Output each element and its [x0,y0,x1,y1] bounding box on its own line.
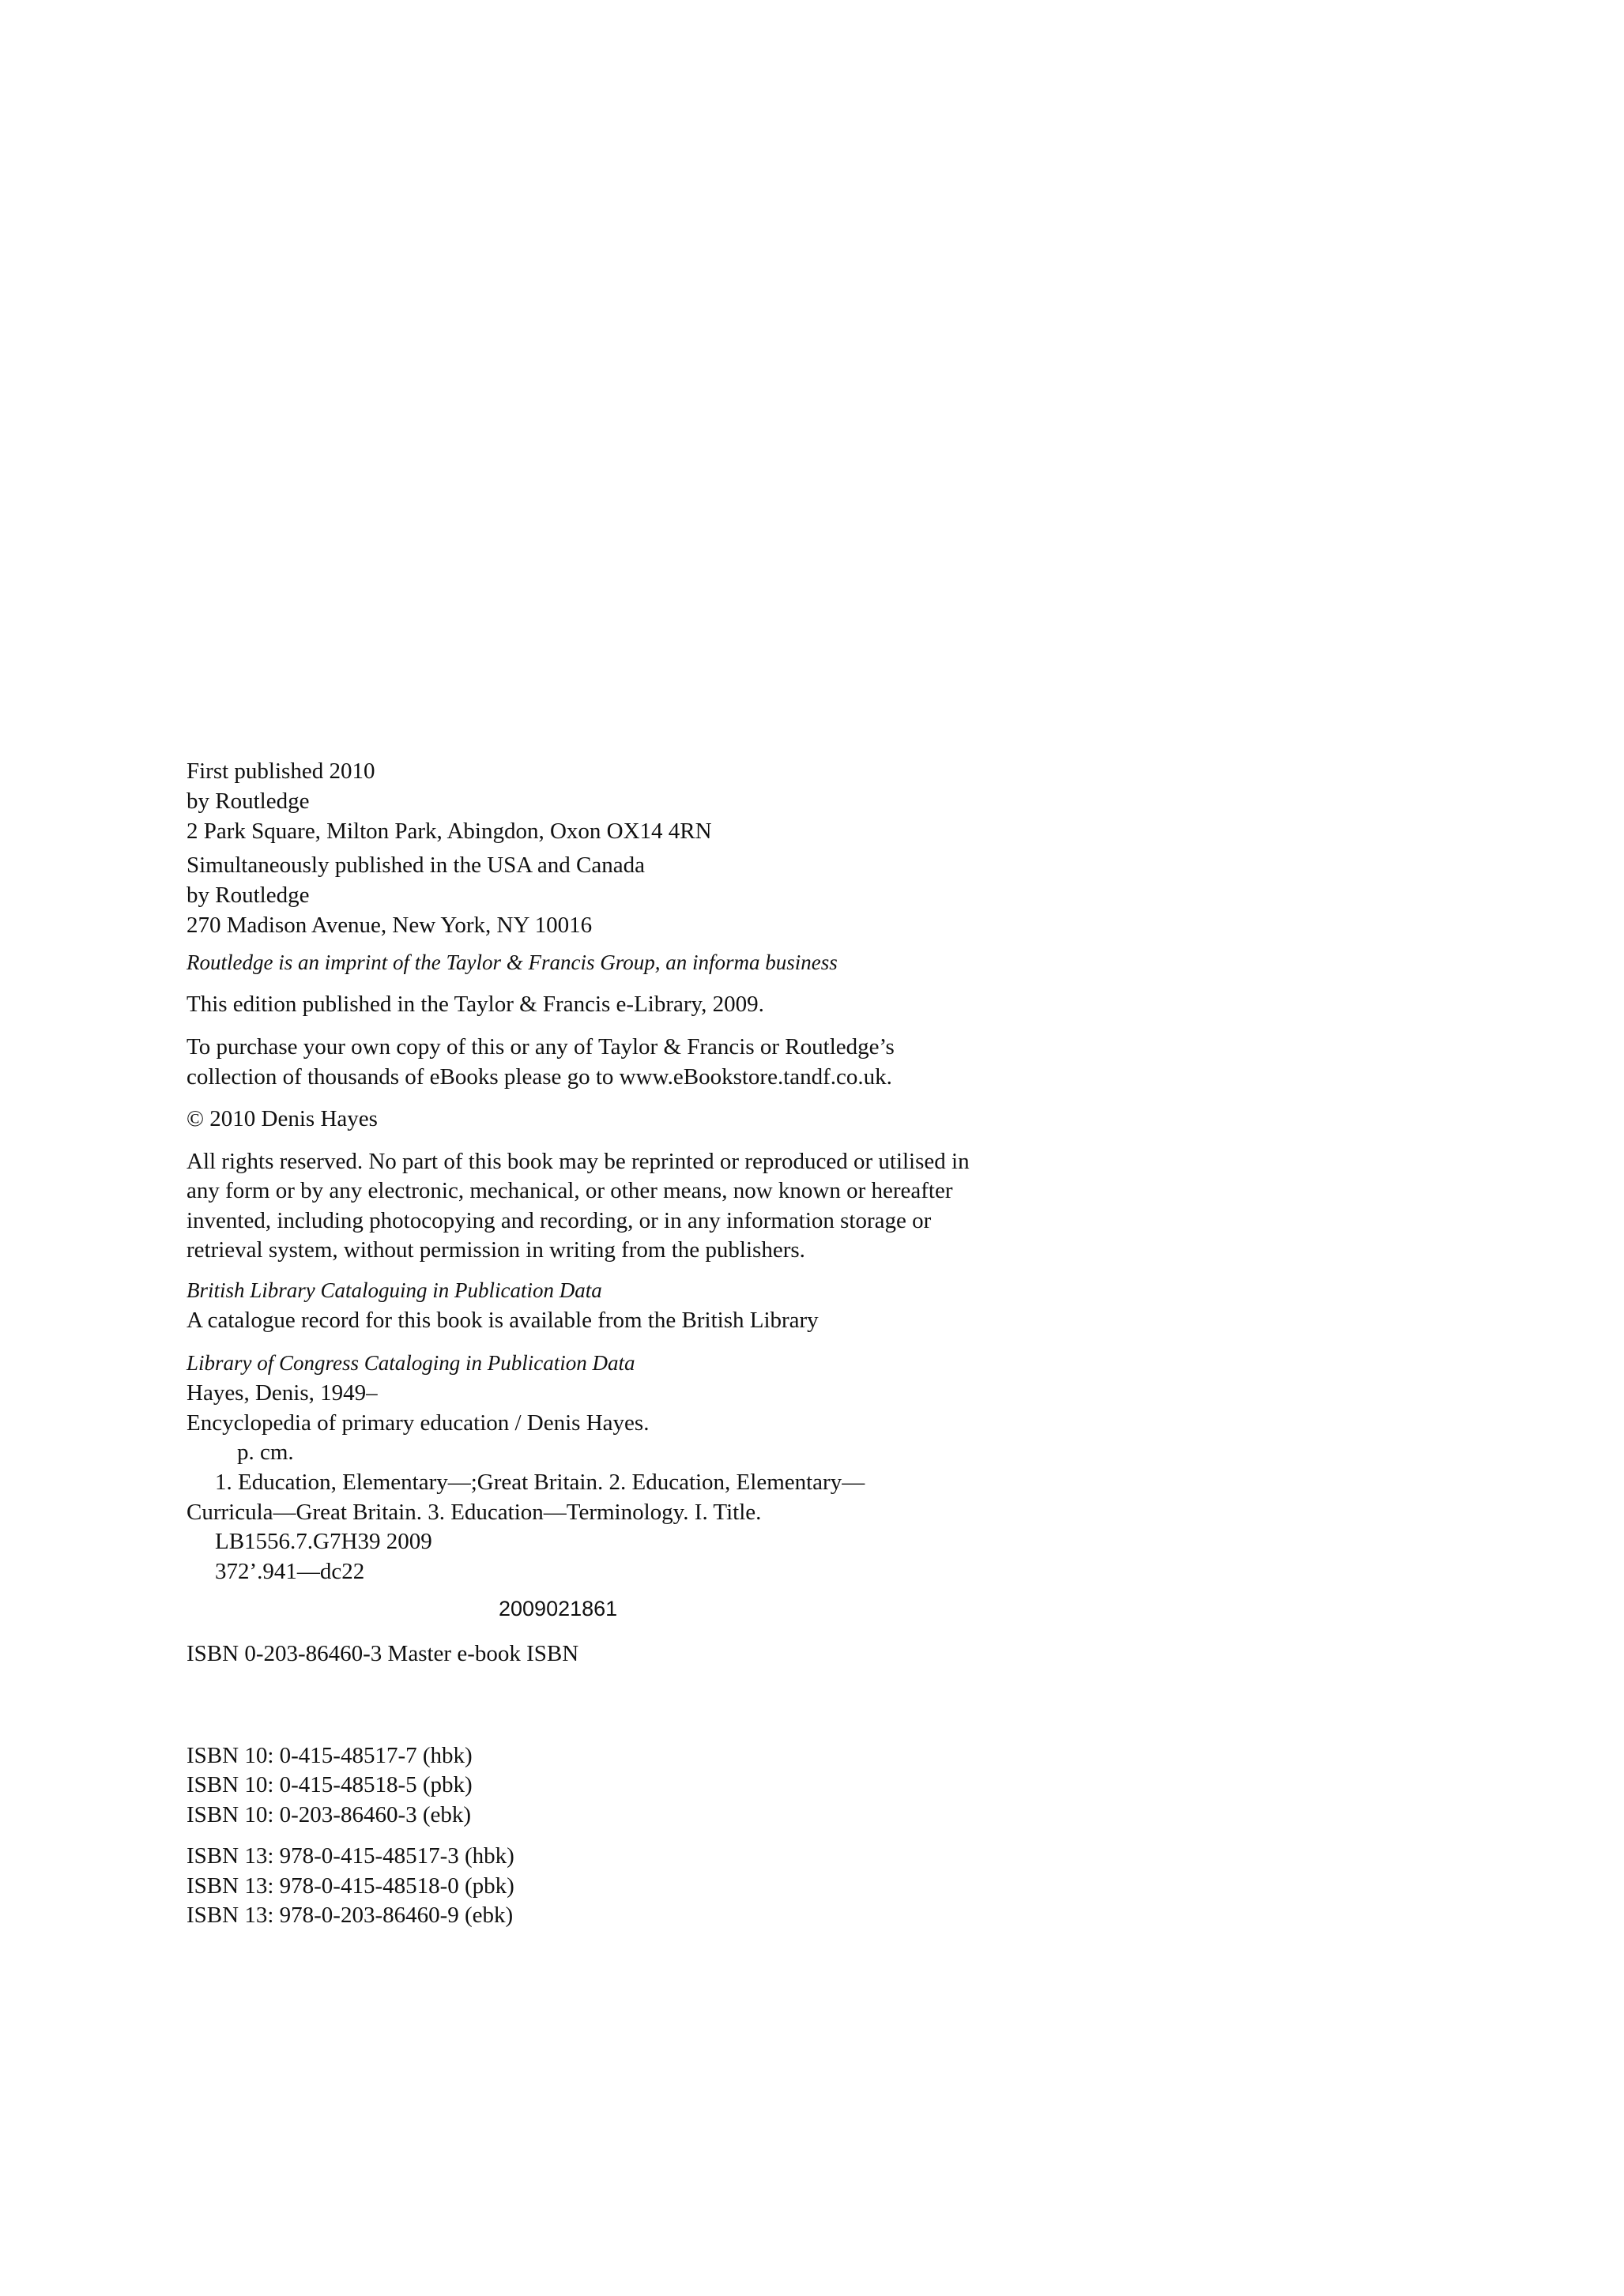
isbn13-pbk: ISBN 13: 978-0-415-48518-0 (pbk) [187,1873,514,1899]
loc-call-number: LB1556.7.G7H39 2009 [215,1529,432,1554]
rights-line-4: retrieval system, without permission in writing from the publishers. [187,1237,805,1263]
publisher-address-us: 270 Madison Avenue, New York, NY 10016 [187,913,593,938]
loc-title: Encyclopedia of primary education / Denis Hayes. [187,1410,650,1436]
e-library-edition: This edition published in the Taylor & Francis e-Library, 2009. [187,992,764,1017]
british-library-heading: British Library Cataloguing in Publication Data [187,1278,602,1302]
purchase-note-line-1: To purchase your own copy of this or any of Taylor & Francis or Routledge’s [187,1034,895,1060]
isbn10-ebk: ISBN 10: 0-203-86460-3 (ebk) [187,1802,472,1827]
loc-control-number: 2009021861 [499,1597,618,1620]
loc-subjects-line-2: Curricula—Great Britain. 3. Education—Terminology. I. Title. [187,1500,762,1525]
isbn10-hbk: ISBN 10: 0-415-48517-7 (hbk) [187,1743,473,1768]
isbn13-hbk: ISBN 13: 978-0-415-48517-3 (hbk) [187,1843,514,1869]
rights-line-1: All rights reserved. No part of this book may be reprinted or reproduced or utilised in [187,1149,970,1174]
isbn13-ebk: ISBN 13: 978-0-203-86460-9 (ebk) [187,1903,514,1928]
rights-line-2: any form or by any electronic, mechanical, or other means, now known or hereafter [187,1178,953,1203]
loc-pages: p. cm. [237,1440,294,1465]
copyright-notice: © 2010 Denis Hayes [187,1106,378,1131]
master-ebook-isbn: ISBN 0-203-86460-3 Master e-book ISBN [187,1641,579,1666]
purchase-note-line-2: collection of thousands of eBooks please go to www.eBookstore.tandf.co.uk. [187,1064,892,1090]
imprint-statement: Routledge is an imprint of the Taylor & Francis Group, an informa business [187,950,838,974]
loc-dewey: 372’.941—dc22 [215,1559,365,1584]
first-published: First published 2010 [187,758,375,784]
loc-author: Hayes, Denis, 1949– [187,1380,378,1406]
isbn10-pbk: ISBN 10: 0-415-48518-5 (pbk) [187,1772,473,1797]
simultaneous-publication: Simultaneously published in the USA and Canada [187,853,645,878]
loc-heading: Library of Congress Cataloging in Publication Data [187,1351,635,1375]
british-library-text: A catalogue record for this book is available from the British Library [187,1308,819,1333]
publisher-name: by Routledge [187,789,310,814]
publisher-address-uk: 2 Park Square, Milton Park, Abingdon, Oxon OX14 4RN [187,819,712,844]
loc-subjects-line-1: 1. Education, Elementary—;Great Britain. 2. Education, Elementary— [215,1470,865,1495]
rights-line-3: invented, including photocopying and recording, or in any information storage or [187,1208,932,1233]
publisher-name-us: by Routledge [187,883,310,908]
